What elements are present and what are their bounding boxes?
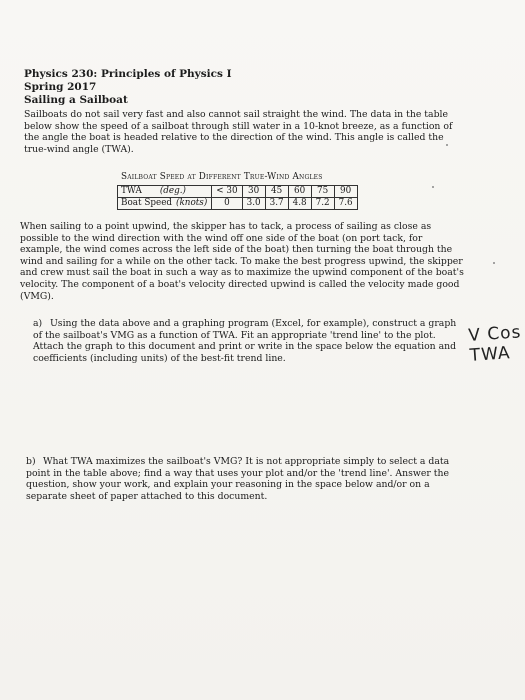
table-cell: 3.7 (265, 198, 288, 210)
intro-paragraph: Sailboats do not sail very fast and also cannot sail straight the wind. The data in the table below show the speed of a sailboat through still water in a 10-knot breeze, as a function of the angle the boat is headed relative to the direction of the wind. This angle is called the true-wind angle (TWA). (24, 109, 453, 155)
term: Spring 2017 (24, 81, 97, 93)
speed-table (117, 185, 358, 210)
table-cell: 7.2 (311, 198, 334, 210)
table-header-twa: TWA (deg.) (118, 186, 212, 198)
handwritten-note: V Cos TWA (467, 322, 523, 366)
table-header-speed: Boat Speed (knots) (118, 198, 212, 210)
paper-speck (446, 144, 448, 146)
table-cell: 90 (334, 186, 357, 198)
question-a-label: a) (33, 318, 43, 329)
question-a-text: Using the data above and a graphing program (Excel, for example), construct a graph of the sailboat's VMG as a function of TWA. Fit an appropriate 'trend line' to the plot. Attach the graph to this document and print or write in the space below the equation and coefficients (including units) of the best-fit trend line. (33, 318, 457, 364)
table-cell: 45 (265, 186, 288, 198)
table-cell: 30 (242, 186, 265, 198)
table-cell: 60 (288, 186, 311, 198)
course-title: Physics 230: Principles of Physics I (24, 68, 232, 80)
paper-speck (432, 186, 434, 188)
assignment-title: Sailing a Sailboat (24, 94, 128, 106)
paper-speck (493, 262, 495, 264)
table-cell: < 30 (212, 186, 242, 198)
table-caption-text: Sailboat Speed at Different True-Wind Angles (121, 172, 323, 182)
question-b-text: What TWA maximizes the sailboat's VMG? It is not appropriate simply to select a data point in the table above; find a way that uses your plot and/or the 'trend line'. Answer the question, show your work, and explain your reasoning in the space below and/or on a separate sheet of paper attached to this document. (26, 456, 450, 502)
table-row-speed (118, 198, 358, 210)
table-row-twa (118, 186, 358, 198)
table-cell: 7.6 (334, 198, 357, 210)
question-b-label: b) (26, 456, 36, 467)
table-cell: 3.0 (242, 198, 265, 210)
header (24, 68, 232, 107)
tacking-paragraph: When sailing to a point upwind, the skipper has to tack, a process of sailing as close as possible to the wind direction with the wind off one side of the boat (on port tack, for example, the wind comes across the left side of the boat) then turning the boat through the wind and sailing for a while on the other tack. To make the best progress upwind, the skipper and crew must sail the boat in such a way as to maximize the upwind component of the boat's velocity. The component of a boat's velocity directed upwind is called the velocity made good (VMG). (20, 221, 464, 302)
question-a (33, 318, 465, 364)
table-cell: 4.8 (288, 198, 311, 210)
table-caption (121, 172, 323, 182)
table-cell: 75 (311, 186, 334, 198)
table-cell: 0 (212, 198, 242, 210)
question-b (26, 456, 466, 502)
